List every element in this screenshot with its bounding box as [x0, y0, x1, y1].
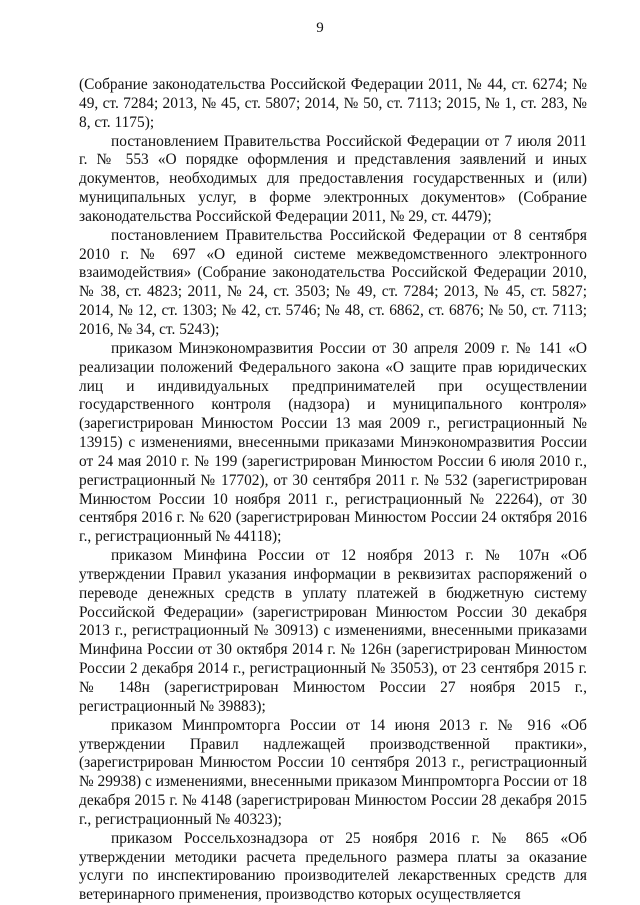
paragraph-government-resolution-553: постановлением Правительства Российской Федерации от 7 июля 2011 г. № 553 «О порядке оформления и представления заявлений и иных документов, необходимых для предоставления государственных и (или) муниципальных услуг, в форме электронных документов» (Собрание законодательства Российской Федерации 2011, № 29, ст. 4479); [79, 132, 587, 225]
paragraph-legislation-citation: (Собрание законодательства Российской Федерации 2011, № 44, ст. 6274; № 49, ст. 7284; 2013, № 45, ст. 5807; 2014, № 50, ст. 7113; 2015, № 1, ст. 283, № 8, ст. 1175); [79, 76, 587, 131]
paragraph-order-minfin-107n: приказом Минфина России от 12 ноября 2013 г. № 107н «Об утверждении Правил указания информации в реквизитах распоряжений о переводе денежных средств в уплату платежей в бюджетную систему Российской Федерации» (зарегистрирован Минюстом России 30 декабря 2013 г., регистрационный № 30913) с изменениями, внесенными приказами Минфина России от 30 октября 2014 г. № 126н (зарегистрирован Минюстом России 2 декабря 2014 г., регистрационный № 35053), от 23 сентября 2015 г. № 148н (зарегистрирован Минюстом России 27 ноября 2015 г., регистрационный № 39883); [79, 547, 587, 715]
paragraph-order-mineconomdevelopment-141: приказом Минэкономразвития России от 30 апреля 2009 г. № 141 «О реализации положений Федерального закона «О защите прав юридических лиц и индивидуальных предпринимателей при осуществлении государственного контроля (надзора) и муниципального контроля» (зарегистрирован Минюстом России 13 мая 2009 г., регистрационный № 13915) с изменениями, внесенными приказами Минэкономразвития России от 24 мая 2010 г. № 199 (зарегистрирован Минюстом России 6 июля 2010 г., регистрационный № 17702), от 30 сентября 2011 г. № 532 (зарегистрирован Минюстом России 10 ноября 2011 г., регистрационный № 22264), от 30 сентября 2016 г. № 620 (зарегистрирован Минюстом России 24 октября 2016 г., регистрационный № 44118); [79, 339, 587, 546]
paragraph-government-resolution-697: постановлением Правительства Российской Федерации от 8 сентября 2010 г. № 697 «О единой системе межведомственного электронного взаимодействия» (Собрание законодательства Российской Федерации 2010, № 38, ст. 4823; 2011, № 24, ст. 3503; № 49, ст. 7284; 2013, № 45, ст. 5827; 2014, № 12, ст. 1303; № 42, ст. 5746; № 48, ст. 6862, ст. 6876; № 50, ст. 7113; 2016, № 34, ст. 5243); [79, 226, 587, 338]
document-body [79, 76, 587, 905]
paragraph-order-minpromtorg-916: приказом Минпромторга России от 14 июня 2013 г. № 916 «Об утверждении Правил надлежащей производственной практики», (зарегистрирован Минюстом России 10 сентября 2013 г., регистрационный № 29938) с изменениями, внесенными приказом Минпромторга России от 18 декабря 2015 г. № 4148 (зарегистрирован Минюстом России 28 декабря 2015 г., регистрационный № 40323); [79, 716, 587, 828]
page-number: 9 [316, 20, 324, 36]
paragraph-order-rosselkhoznadzor-865: приказом Россельхознадзора от 25 ноября 2016 г. № 865 «Об утверждении методики расчета предельного размера платы за оказание услуги по инспектированию производителей лекарственных средств для ветеринарного применения, производство которых осуществляется [79, 829, 587, 904]
